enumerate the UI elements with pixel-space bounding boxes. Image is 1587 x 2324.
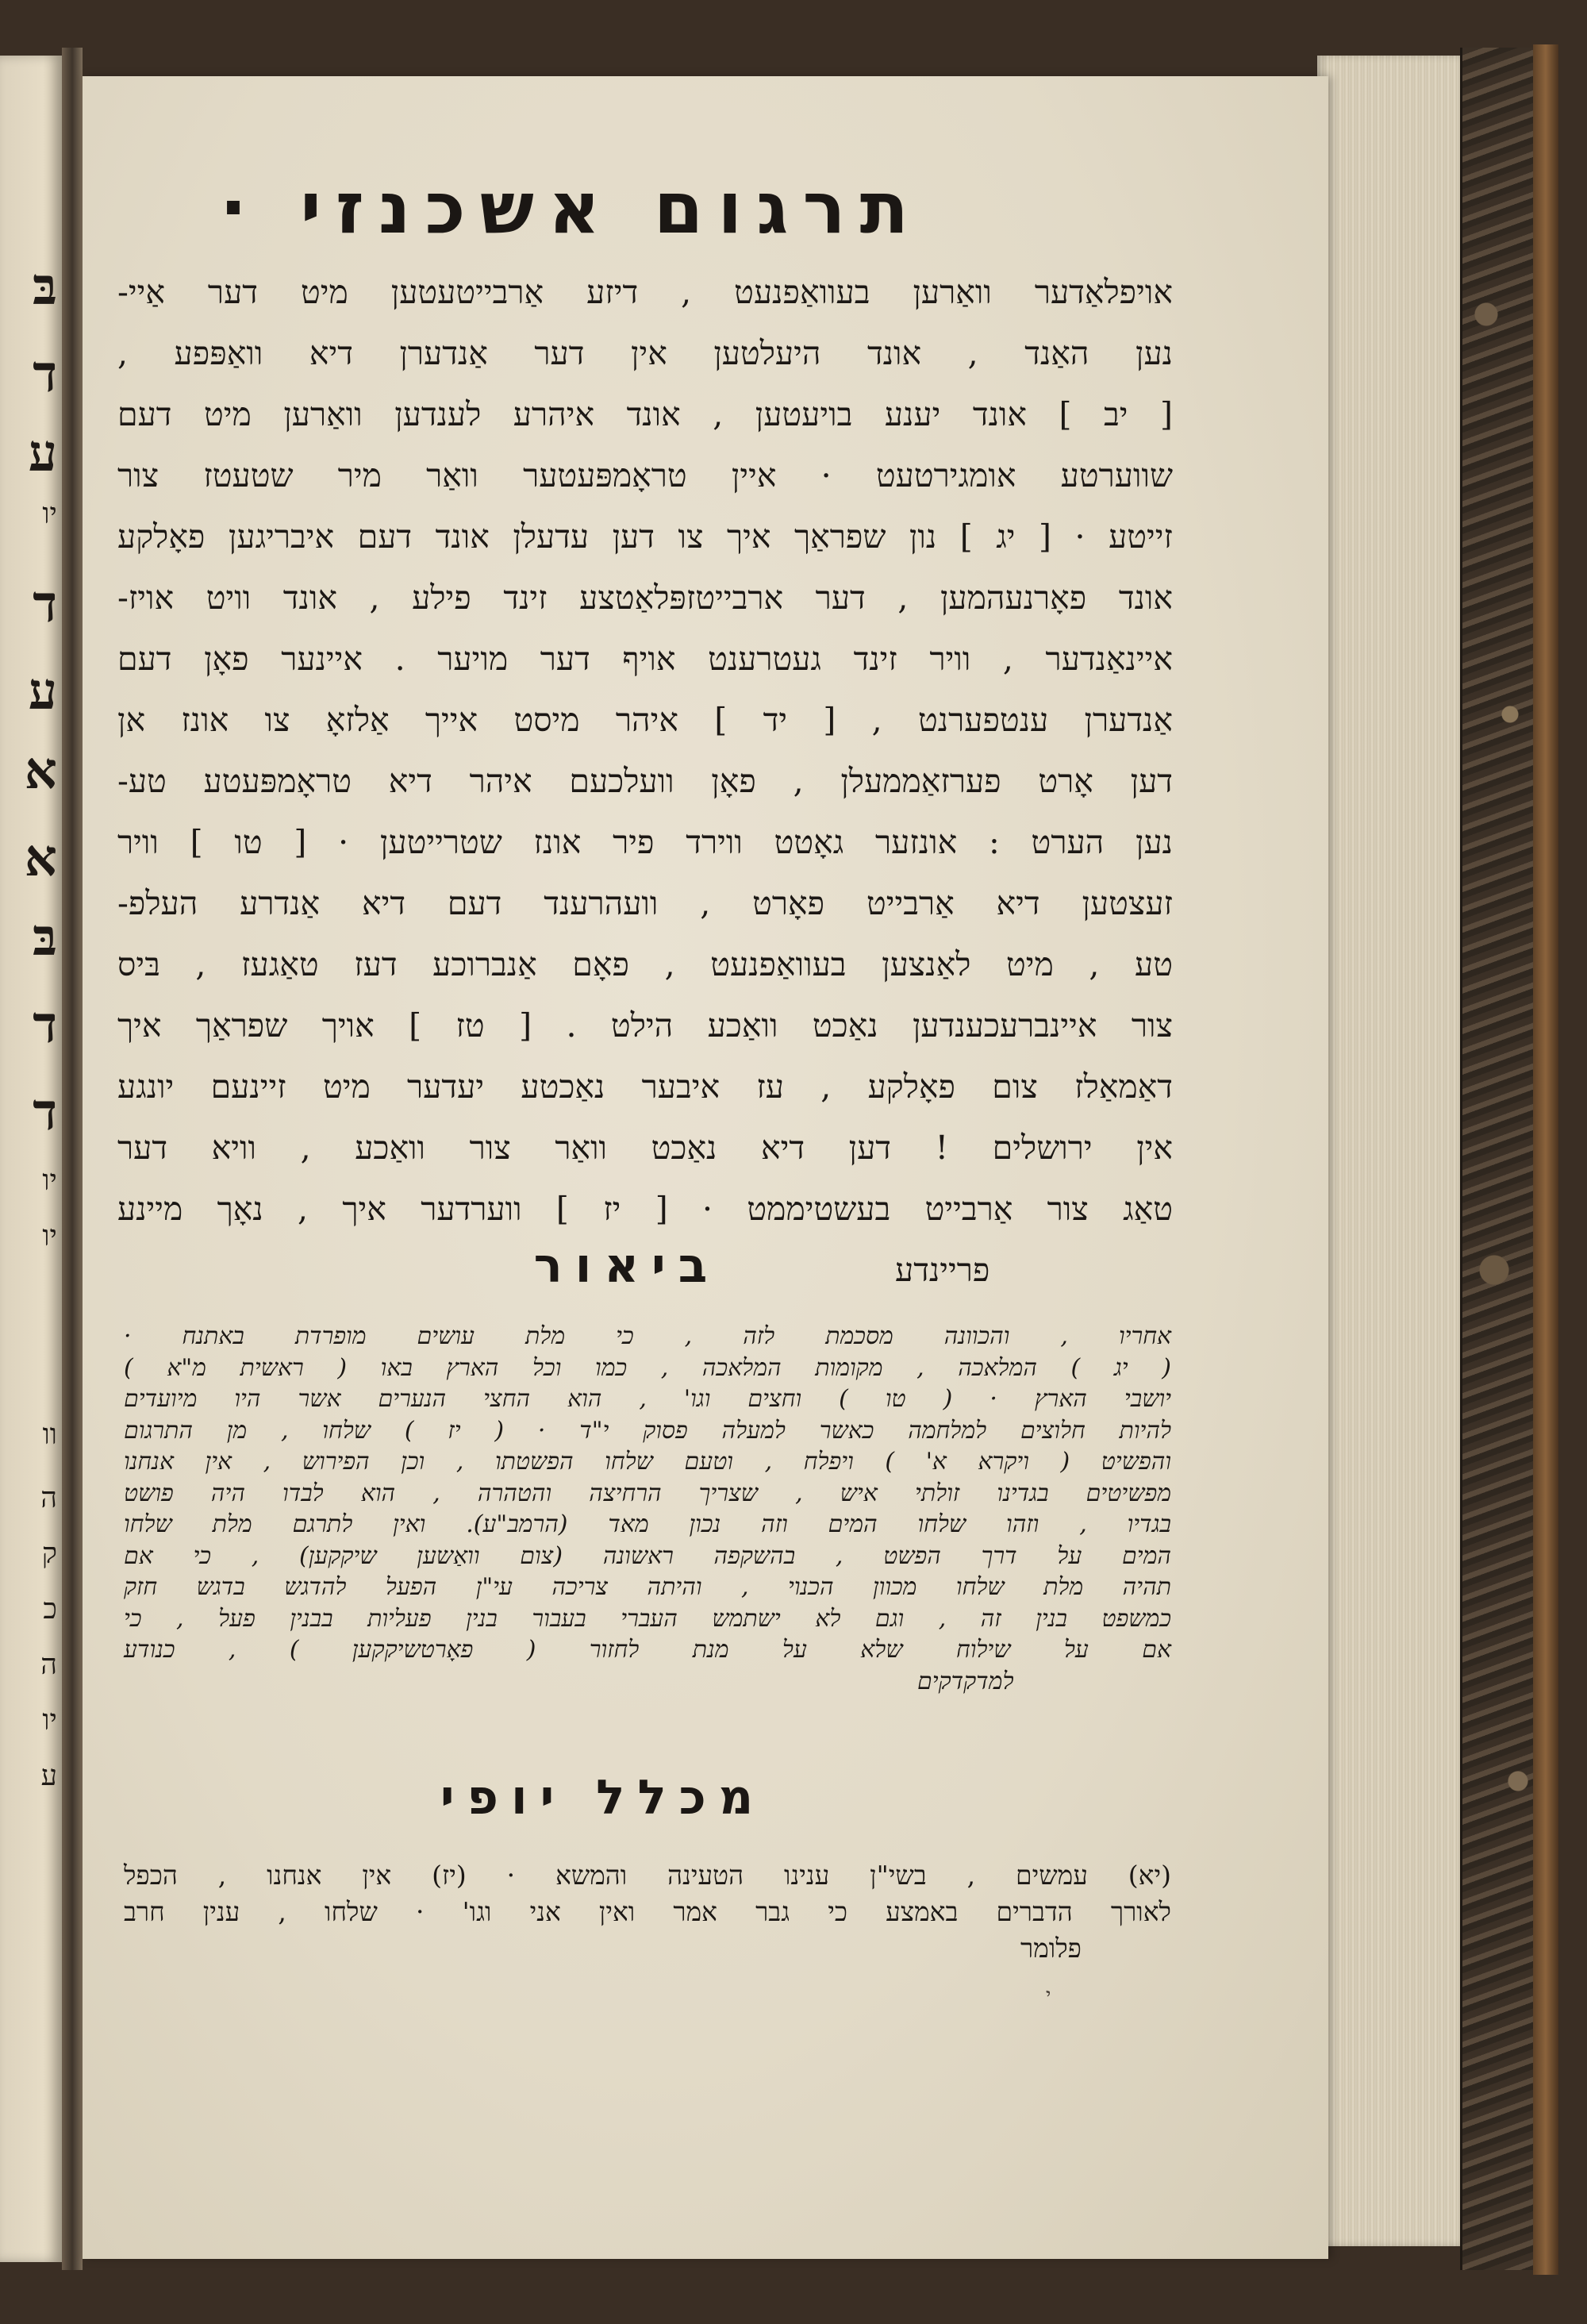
left-fragment: בּ bbox=[33, 257, 57, 317]
page-edges bbox=[1317, 56, 1460, 2246]
text-line: שווערטע אומגירטעט · איין טראָמפּעטער וואַר מיר שטעטז צור bbox=[117, 456, 1173, 494]
left-fragment: ד bbox=[33, 575, 57, 634]
left-fragment: ע bbox=[28, 662, 57, 721]
text-line: אויפלאַדער וואַרען בעוואַפנעט , דיזע אַרבייטעטען מיט דער אַיי- bbox=[117, 273, 1173, 311]
text-line: צור איינברעכענדען נאַכט וואַכע הילט . [ טז ] אויך שפראַך איך bbox=[117, 1006, 1173, 1045]
text-line: איינאַנדער , וויר זינד געטרענט אויף דער מויער . איינער פאָן דעם bbox=[117, 640, 1173, 678]
text-line: נען האַנד , אונד היעלטען אין דער אַנדערן דיא וואַפּפע , bbox=[117, 334, 1173, 372]
left-fragment: יו bbox=[42, 1220, 57, 1252]
commentary-line: בגדיו , וזהו שלחו המים וזה נכון מאד (הרמב"ע). ואין לתרגם מלת שלחו bbox=[124, 1510, 1171, 1538]
left-fragment: ד bbox=[33, 344, 57, 404]
commentary-line: מפשיטים בגדינו זולתי איש , שצריך הרחיצה והטהרה , הוא לבדו היה פושט bbox=[124, 1479, 1171, 1507]
left-fragment: ד bbox=[33, 1083, 57, 1142]
left-fragment: ע bbox=[40, 1760, 57, 1792]
commentary-line: כמשפט בנין זה , וגם לא ישתמש העברי בעבור בנין פעליות בבנין פעל , כי bbox=[124, 1604, 1171, 1633]
commentary-line: והפשיט ( ויקרא א' ) ויפלח , וטעם שלחו הפשטתו , וכן הפירוש , אין אנחנו bbox=[124, 1448, 1171, 1476]
text-line: טאַג צור אַרבייט בעשטיממט · [ יז ] ווערדער איך , נאָך מיינע bbox=[117, 1190, 1173, 1228]
commentary-line: אם על שילוח שלא על מנת לחזור ( פאָרטשיקקען ) , כנודע bbox=[124, 1636, 1171, 1664]
left-fragment: וו bbox=[42, 1418, 57, 1451]
text-line: דען אָרט פערזאַממעלן , פאָן וועלכעם איהר דיא טראָמפּעטע טע- bbox=[117, 762, 1173, 800]
michlal-yofi-heading: מכלל יופי bbox=[440, 1770, 767, 1826]
book-gutter bbox=[62, 48, 83, 2270]
commentary-line: יושבי הארץ · ( טו ) וחצים וגו' , הוא החצי הנערים אשר היו מיועדים bbox=[124, 1385, 1171, 1413]
commentary-line: תהיה מלת שלחו מכוון הכנוי , והיתה צריכה עי"ן הפעל להדגש בדגש חזק bbox=[124, 1573, 1171, 1601]
text-line: זייטע · [ יג ] נון שפראַך איך צו דען עדעלן אונד דעם איבריגען פאָלקע bbox=[117, 518, 1173, 556]
text-line: אין ירושלים ! דען דיא נאַכט וואַר צור וואַכע , וויא דער bbox=[117, 1129, 1173, 1167]
text-line: נען הערט : אונזער גאָטט ווירד פיר אונז שטרייטען · [ טו ] וויר bbox=[117, 823, 1173, 861]
left-fragment: ד bbox=[33, 995, 57, 1055]
text-line: אַנדערן ענטפערנט , [ יד ] איהר מיסט אייך אַלזאָ צו אונז אן bbox=[117, 701, 1173, 739]
michlal-line: לאורך הדברים באמצע כי גבר אמר ואין אני וגו' · שלחו , ענין חרב bbox=[124, 1896, 1171, 1927]
left-fragment: ע bbox=[28, 424, 57, 483]
michlal-yofi-text bbox=[124, 1857, 1171, 1967]
left-fragment: כ bbox=[43, 1593, 57, 1626]
commentary-line: להיות חלוצים למלחמה כאשר למעלה פסוק י"ד · ( יז ) שלחו , מן התרגום bbox=[124, 1416, 1171, 1445]
text-line: אונד פאָרנעהמען , דער ארבייטזפּלאַטצע זינד פילע , אונד וויט אויז- bbox=[117, 579, 1173, 617]
left-fragment: יו bbox=[42, 1164, 57, 1197]
left-page-fragment bbox=[0, 56, 62, 2262]
left-fragment: בּ bbox=[33, 908, 57, 968]
commentary-line: ( יג ) המלאכה , מקומות המלאכה , כמו וכל הארץ באו ( ראשית מ"א ) bbox=[124, 1353, 1171, 1382]
left-fragment: ה bbox=[40, 1649, 57, 1681]
michlal-catchword: פלומר bbox=[1020, 1933, 1082, 1964]
page-mark: י bbox=[1046, 1984, 1051, 2007]
page-title: תרגום אשכנזי · bbox=[219, 167, 924, 250]
left-fragment: יו bbox=[42, 498, 57, 530]
biur-commentary bbox=[124, 1321, 1171, 1697]
left-fragment: ק bbox=[41, 1537, 57, 1570]
biur-heading: ביאור bbox=[533, 1238, 720, 1294]
commentary-line: אחריו , והכוונה מסכמת לזה , כי מלת עושים מופרדת באתנח · bbox=[124, 1322, 1171, 1350]
text-line: טע , מיט לאַנצען בעוואַפנעט , פאָם אַנברוכע דעז טאַגעז , בּיס bbox=[117, 945, 1173, 983]
michlal-line: (יא) עמשים , בשי"ן ענינו הטעינה והמשא · (יז) אין אנחנו , הכפל bbox=[124, 1860, 1171, 1891]
text-line-catchword: פריינדע bbox=[895, 1251, 990, 1289]
commentary-line: המים על דרך הפשט , בהשקפה ראשונה (צום וואַשען שיקקען) , כי אם bbox=[124, 1541, 1171, 1570]
text-line: [ יב ] אונד יענע בויעטען , אונד איהרע לענדען וואַרען מיט דעם bbox=[117, 395, 1173, 433]
text-line: זעצטען דיא אַרבייט פאָרט , וועהרענד דעם דיא אַנדרע העלפ- bbox=[117, 884, 1173, 922]
marbled-cover bbox=[1460, 48, 1542, 2270]
commentary-catchword: למדקדקים bbox=[917, 1667, 1014, 1695]
left-fragment: א bbox=[24, 829, 57, 888]
left-fragment: יו bbox=[42, 1704, 57, 1737]
text-line: דאַמאַלז צום פאָלקע , עז איבער נאַכטע יעדער מיט זיינעם יונגע bbox=[117, 1068, 1173, 1106]
main-translation-text bbox=[117, 262, 1173, 1301]
left-fragment: א bbox=[24, 741, 57, 801]
cover-spine-edge bbox=[1533, 44, 1558, 2275]
left-fragment: ה bbox=[40, 1482, 57, 1514]
